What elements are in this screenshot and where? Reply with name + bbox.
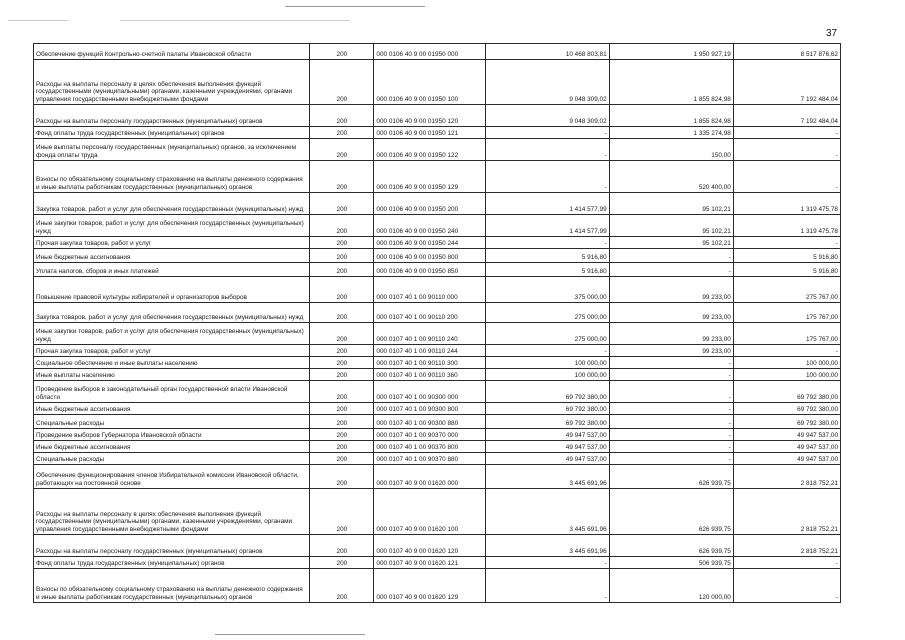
row-name: Социальное обеспечение и иные выплаты населению	[34, 357, 310, 369]
row-name: Расходы на выплаты персоналу в целях обеспечения выполнения функций государственными (муниципальными) органами, казенными учреждениями, органами управления государственными внебюджетными фондами	[34, 489, 310, 535]
table-row	[34, 193, 841, 215]
row-executed-amount: 506 939,75	[609, 557, 733, 569]
row-unexecuted-amount: -	[733, 345, 840, 357]
row-approved-amount: 100 000,00	[485, 357, 609, 369]
table-row	[34, 303, 841, 323]
row-executed-amount: -	[609, 403, 733, 415]
row-name: Специальные расходы	[34, 453, 310, 465]
table-row	[34, 139, 841, 161]
row-name: Обеспечение функций Контрольно-счетной палаты Ивановской области	[34, 44, 310, 60]
row-name: Обеспечение функционирования членов Избирательной комиссии Ивановской области, работающих на постоянной основе	[34, 465, 310, 489]
table-row	[34, 415, 841, 429]
row-executed-amount: 99 233,00	[609, 303, 733, 323]
row-executed-amount: 95 102,21	[609, 215, 733, 237]
row-ved-code: 200	[310, 127, 374, 139]
row-unexecuted-amount: 7 192 484,04	[733, 105, 840, 127]
table-row	[34, 105, 841, 127]
row-executed-amount: 1 855 824,98	[609, 60, 733, 105]
table-row	[34, 60, 841, 105]
row-budget-code: 000 0107 40 1 00 90370 000	[374, 429, 485, 441]
row-budget-code: 000 0107 40 9 00 01620 121	[374, 557, 485, 569]
row-unexecuted-amount: 69 792 380,00	[733, 381, 840, 403]
row-unexecuted-amount: 100 000,00	[733, 369, 840, 381]
table-row	[34, 535, 841, 557]
row-ved-code: 200	[310, 139, 374, 161]
row-ved-code: 200	[310, 345, 374, 357]
row-approved-amount: 1 414 577,99	[485, 193, 609, 215]
row-approved-amount: 275 000,00	[485, 323, 609, 345]
row-approved-amount: 9 048 309,02	[485, 105, 609, 127]
row-name: Специальные расходы	[34, 415, 310, 429]
row-name: Фонд оплаты труда государственных (муниципальных) органов	[34, 557, 310, 569]
row-unexecuted-amount: 2 818 752,21	[733, 465, 840, 489]
row-approved-amount: 69 792 380,00	[485, 403, 609, 415]
row-ved-code: 200	[310, 535, 374, 557]
row-budget-code: 000 0107 40 9 00 01620 129	[374, 569, 485, 603]
row-approved-amount: -	[485, 139, 609, 161]
table-row	[34, 569, 841, 603]
row-ved-code: 200	[310, 441, 374, 453]
row-name: Расходы на выплаты персоналу в целях обеспечения выполнения функций государственными (муниципальными) органами, казенными учреждениями, органами управления государственными внебюджетными фондами	[34, 60, 310, 105]
table-row	[34, 263, 841, 277]
row-budget-code: 000 0107 40 9 00 01620 100	[374, 489, 485, 535]
row-executed-amount: 95 102,21	[609, 193, 733, 215]
row-unexecuted-amount: 175 767,00	[733, 323, 840, 345]
row-executed-amount: -	[609, 357, 733, 369]
table-row	[34, 557, 841, 569]
row-name: Повышение правовой культуры избирателей и организаторов выборов	[34, 277, 310, 303]
row-name: Расходы на выплаты персоналу государственных (муниципальных) органов	[34, 535, 310, 557]
table-row	[34, 489, 841, 535]
row-budget-code: 000 0107 40 9 00 01620 000	[374, 465, 485, 489]
row-ved-code: 200	[310, 161, 374, 193]
table-row	[34, 403, 841, 415]
row-approved-amount: -	[485, 237, 609, 249]
table-row	[34, 323, 841, 345]
row-budget-code: 000 0106 40 9 00 01950 122	[374, 139, 485, 161]
row-unexecuted-amount: 2 818 752,21	[733, 489, 840, 535]
row-budget-code: 000 0107 40 9 00 01620 120	[374, 535, 485, 557]
row-unexecuted-amount: 69 792 380,00	[733, 403, 840, 415]
row-executed-amount: 1 950 927,19	[609, 44, 733, 60]
row-approved-amount: 49 947 537,00	[485, 429, 609, 441]
table-row	[34, 357, 841, 369]
row-budget-code: 000 0107 40 1 00 90110 200	[374, 303, 485, 323]
row-budget-code: 000 0107 40 1 00 90110 240	[374, 323, 485, 345]
row-executed-amount: 626 939,75	[609, 489, 733, 535]
table-row	[34, 369, 841, 381]
top-scan-line-left	[8, 20, 68, 21]
row-ved-code: 200	[310, 277, 374, 303]
row-ved-code: 200	[310, 369, 374, 381]
row-executed-amount: -	[609, 429, 733, 441]
table-row	[34, 453, 841, 465]
row-budget-code: 000 0107 40 1 00 90110 000	[374, 277, 485, 303]
row-unexecuted-amount: 100 000,00	[733, 357, 840, 369]
row-approved-amount: -	[485, 161, 609, 193]
row-unexecuted-amount: 1 319 475,78	[733, 215, 840, 237]
table-row	[34, 237, 841, 249]
row-approved-amount: -	[485, 569, 609, 603]
row-name: Иные бюджетные ассигнования	[34, 403, 310, 415]
row-unexecuted-amount: -	[733, 569, 840, 603]
row-approved-amount: 5 916,80	[485, 263, 609, 277]
row-budget-code: 000 0107 40 1 00 90370 880	[374, 453, 485, 465]
row-unexecuted-amount: 69 792 380,00	[733, 415, 840, 429]
row-name: Фонд оплаты труда государственных (муниципальных) органов	[34, 127, 310, 139]
row-unexecuted-amount: 1 319 475,78	[733, 193, 840, 215]
row-name: Иные бюджетные ассигнования	[34, 441, 310, 453]
top-scan-line	[285, 6, 425, 7]
row-approved-amount: 100 000,00	[485, 369, 609, 381]
row-unexecuted-amount: 49 947 537,00	[733, 429, 840, 441]
row-executed-amount: -	[609, 415, 733, 429]
row-name: Прочая закупка товаров, работ и услуг	[34, 237, 310, 249]
row-approved-amount: -	[485, 345, 609, 357]
row-budget-code: 000 0107 40 1 00 90370 800	[374, 441, 485, 453]
row-executed-amount: -	[609, 369, 733, 381]
row-ved-code: 200	[310, 569, 374, 603]
row-ved-code: 200	[310, 60, 374, 105]
row-approved-amount: 10 468 803,81	[485, 44, 609, 60]
row-ved-code: 200	[310, 453, 374, 465]
row-executed-amount: 99 233,00	[609, 323, 733, 345]
row-budget-code: 000 0106 40 9 00 01950 129	[374, 161, 485, 193]
row-unexecuted-amount: 5 916,80	[733, 263, 840, 277]
row-ved-code: 200	[310, 105, 374, 127]
row-ved-code: 200	[310, 557, 374, 569]
row-ved-code: 200	[310, 303, 374, 323]
row-approved-amount: 1 414 577,99	[485, 215, 609, 237]
row-budget-code: 000 0106 40 9 00 01950 240	[374, 215, 485, 237]
row-executed-amount: 99 233,00	[609, 277, 733, 303]
table-row	[34, 249, 841, 263]
table-row	[34, 161, 841, 193]
row-budget-code: 000 0107 40 1 00 90110 360	[374, 369, 485, 381]
row-name: Проведение выборов Губернатора Ивановской области	[34, 429, 310, 441]
table-row	[34, 44, 841, 60]
table-row	[34, 429, 841, 441]
row-ved-code: 200	[310, 381, 374, 403]
row-approved-amount: 69 792 380,00	[485, 381, 609, 403]
row-name: Взносы по обязательному социальному страхованию на выплаты денежного содержания и иные выплаты работникам государственных (муниципальных) органов	[34, 161, 310, 193]
table-row	[34, 127, 841, 139]
table-row	[34, 441, 841, 453]
row-approved-amount: -	[485, 127, 609, 139]
row-unexecuted-amount: 2 818 752,21	[733, 535, 840, 557]
row-name: Иные бюджетные ассигнования	[34, 249, 310, 263]
row-budget-code: 000 0106 40 9 00 01950 800	[374, 249, 485, 263]
row-budget-code: 000 0107 40 1 00 90300 800	[374, 403, 485, 415]
row-executed-amount: -	[609, 453, 733, 465]
row-ved-code: 200	[310, 263, 374, 277]
row-unexecuted-amount: -	[733, 237, 840, 249]
row-name: Уплата налогов, сборов и иных платежей	[34, 263, 310, 277]
row-approved-amount: 5 916,80	[485, 249, 609, 263]
row-ved-code: 200	[310, 465, 374, 489]
row-budget-code: 000 0106 40 9 00 01950 120	[374, 105, 485, 127]
row-executed-amount: 99 233,00	[609, 345, 733, 357]
row-ved-code: 200	[310, 215, 374, 237]
row-budget-code: 000 0106 40 9 00 01950 244	[374, 237, 485, 249]
row-name: Иные выплаты населению	[34, 369, 310, 381]
top-scan-line-mid	[120, 20, 350, 21]
row-name: Иные закупки товаров, работ и услуг для обеспечения государственных (муниципальных) нужд	[34, 323, 310, 345]
table-row	[34, 381, 841, 403]
row-approved-amount: 9 048 309,02	[485, 60, 609, 105]
row-executed-amount: 1 335 274,98	[609, 127, 733, 139]
row-budget-code: 000 0106 40 9 00 01950 000	[374, 44, 485, 60]
row-name: Иные закупки товаров, работ и услуг для обеспечения государственных (муниципальных) нужд	[34, 215, 310, 237]
row-executed-amount: 520 400,00	[609, 161, 733, 193]
row-ved-code: 200	[310, 415, 374, 429]
page-number: 37	[826, 28, 838, 39]
row-unexecuted-amount: -	[733, 557, 840, 569]
table-row	[34, 465, 841, 489]
row-name: Иные выплаты персоналу государственных (муниципальных) органов, за исключением фонда оплаты труда	[34, 139, 310, 161]
row-approved-amount: 3 445 691,96	[485, 489, 609, 535]
row-ved-code: 200	[310, 44, 374, 60]
budget-execution-table	[33, 43, 841, 603]
row-ved-code: 200	[310, 429, 374, 441]
row-ved-code: 200	[310, 357, 374, 369]
row-approved-amount: 49 947 537,00	[485, 453, 609, 465]
row-executed-amount: -	[609, 249, 733, 263]
row-unexecuted-amount: 5 916,80	[733, 249, 840, 263]
row-approved-amount: -	[485, 557, 609, 569]
row-approved-amount: 49 947 537,00	[485, 441, 609, 453]
row-budget-code: 000 0107 40 1 00 90110 300	[374, 357, 485, 369]
row-executed-amount: 626 939,75	[609, 465, 733, 489]
row-unexecuted-amount: 8 517 876,62	[733, 44, 840, 60]
bottom-scan-line	[215, 634, 365, 635]
row-executed-amount: 120 000,00	[609, 569, 733, 603]
row-name: Взносы по обязательному социальному страхованию на выплаты денежного содержания и иные выплаты работникам государственных (муниципальных) органов	[34, 569, 310, 603]
row-name: Закупка товаров, работ и услуг для обеспечения государственных (муниципальных) нужд	[34, 193, 310, 215]
row-executed-amount: -	[609, 381, 733, 403]
row-executed-amount: 626 939,75	[609, 535, 733, 557]
row-budget-code: 000 0106 40 9 00 01950 850	[374, 263, 485, 277]
row-name: Прочая закупка товаров, работ и услуг	[34, 345, 310, 357]
row-name: Проведение выборов в законодательный орган государственной власти Ивановской области	[34, 381, 310, 403]
row-unexecuted-amount: 275 767,00	[733, 277, 840, 303]
row-executed-amount: -	[609, 263, 733, 277]
row-executed-amount: 150,00	[609, 139, 733, 161]
row-approved-amount: 3 445 691,96	[485, 465, 609, 489]
row-ved-code: 200	[310, 237, 374, 249]
row-ved-code: 200	[310, 193, 374, 215]
row-approved-amount: 69 792 380,00	[485, 415, 609, 429]
row-budget-code: 000 0107 40 1 00 90300 000	[374, 381, 485, 403]
row-unexecuted-amount: -	[733, 139, 840, 161]
row-approved-amount: 3 445 691,96	[485, 535, 609, 557]
table-row	[34, 277, 841, 303]
row-name: Закупка товаров, работ и услуг для обеспечения государственных (муниципальных) нужд	[34, 303, 310, 323]
row-unexecuted-amount: -	[733, 161, 840, 193]
row-ved-code: 200	[310, 489, 374, 535]
row-unexecuted-amount: 175 767,00	[733, 303, 840, 323]
row-budget-code: 000 0106 40 9 00 01950 200	[374, 193, 485, 215]
row-executed-amount: -	[609, 441, 733, 453]
row-approved-amount: 375 000,00	[485, 277, 609, 303]
table-row	[34, 215, 841, 237]
row-ved-code: 200	[310, 323, 374, 345]
row-unexecuted-amount: 7 192 484,04	[733, 60, 840, 105]
row-budget-code: 000 0107 40 1 00 90300 880	[374, 415, 485, 429]
row-budget-code: 000 0106 40 9 00 01950 100	[374, 60, 485, 105]
row-executed-amount: 1 855 824,98	[609, 105, 733, 127]
row-unexecuted-amount: 49 947 537,00	[733, 441, 840, 453]
row-budget-code: 000 0106 40 9 00 01950 121	[374, 127, 485, 139]
row-unexecuted-amount: 49 947 537,00	[733, 453, 840, 465]
row-ved-code: 200	[310, 403, 374, 415]
row-name: Расходы на выплаты персоналу государственных (муниципальных) органов	[34, 105, 310, 127]
row-executed-amount: 95 102,21	[609, 237, 733, 249]
row-ved-code: 200	[310, 249, 374, 263]
row-budget-code: 000 0107 40 1 00 90110 244	[374, 345, 485, 357]
row-approved-amount: 275 000,00	[485, 303, 609, 323]
row-unexecuted-amount: -	[733, 127, 840, 139]
table-row	[34, 345, 841, 357]
